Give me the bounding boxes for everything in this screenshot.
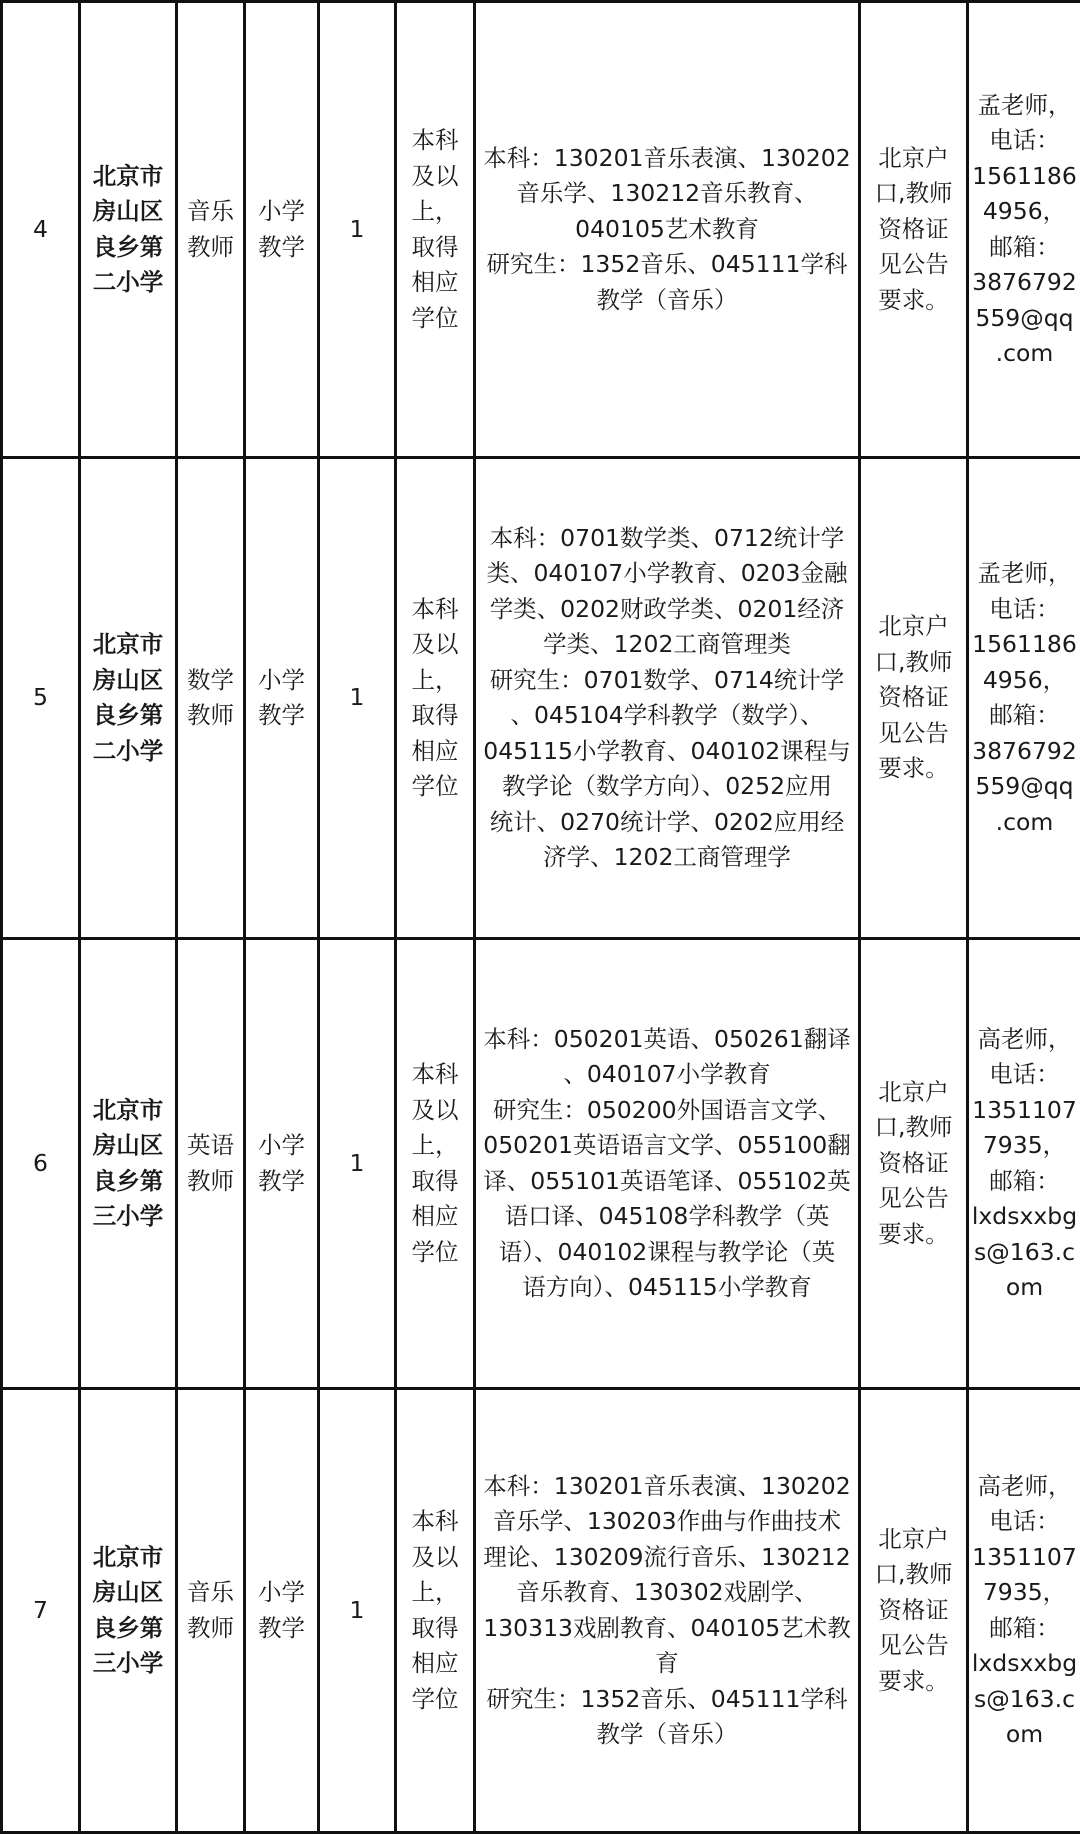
- row-number: 6: [2, 939, 80, 1389]
- position-name: 数学 教师: [177, 458, 245, 939]
- position-name: 英语 教师: [177, 939, 245, 1389]
- position-name: 音乐 教师: [177, 2, 245, 458]
- contact-info: 高老师， 电话： 1351107 7935， 邮箱： lxdsxxbg s@163.c om: [968, 939, 1080, 1389]
- position-category: 小学 教学: [245, 1389, 319, 1833]
- position-category: 小学 教学: [245, 2, 319, 458]
- major-requirement: 本科：130201音乐表演、130202 音乐学、130203作曲与作曲技术 理论、130209流行音乐、130212 音乐教育、130302戏剧学、 130313戏剧教育、040105艺术教 育 研究生：1352音乐、045111学科 教学（音乐）: [475, 1389, 860, 1833]
- school-name: 北京市 房山区 良乡第 三小学: [80, 939, 177, 1389]
- hiring-count: 1: [319, 939, 396, 1389]
- school-name: 北京市 房山区 良乡第 二小学: [80, 2, 177, 458]
- table-row: [2, 2, 1080, 458]
- major-requirement: 本科：130201音乐表演、130202 音乐学、130212音乐教育、 040105艺术教育 研究生：1352音乐、045111学科 教学（音乐）: [475, 2, 860, 458]
- contact-info: 孟老师， 电话： 1561186 4956， 邮箱： 3876792 559@qq .com: [968, 458, 1080, 939]
- row-number: 5: [2, 458, 80, 939]
- other-requirement: 北京户 口,教师 资格证 见公告 要求。: [860, 939, 968, 1389]
- position-category: 小学 教学: [245, 458, 319, 939]
- other-requirement: 北京户 口,教师 资格证 见公告 要求。: [860, 458, 968, 939]
- table-row: [2, 1389, 1080, 1833]
- hiring-count: 1: [319, 2, 396, 458]
- contact-info: 高老师， 电话： 1351107 7935， 邮箱： lxdsxxbg s@163.c om: [968, 1389, 1080, 1833]
- major-requirement: 本科：0701数学类、0712统计学 类、040107小学教育、0203金融 学类、0202财政学类、0201经济 学类、1202工商管理类 研究生：0701数学、0714统计学 、045104学科教学（数学）、 045115小学教育、040102课程与 教学论（数学方向）、0252应用 统计、0270统计学、0202应用经 济学、1202工商管理学: [475, 458, 860, 939]
- position-category: 小学 教学: [245, 939, 319, 1389]
- contact-info: 孟老师， 电话： 1561186 4956， 邮箱： 3876792 559@qq .com: [968, 2, 1080, 458]
- hiring-count: 1: [319, 1389, 396, 1833]
- major-requirement: 本科：050201英语、050261翻译 、040107小学教育 研究生：050200外国语言文学、 050201英语语言文学、055100翻 译、055101英语笔译、055102英 语口译、045108学科教学（英 语）、040102课程与教学论（英 语方向）、045115小学教育: [475, 939, 860, 1389]
- hiring-count: 1: [319, 458, 396, 939]
- row-number: 4: [2, 2, 80, 458]
- school-name: 北京市 房山区 良乡第 二小学: [80, 458, 177, 939]
- education-requirement: 本科 及以 上， 取得 相应 学位: [396, 458, 475, 939]
- table-row: [2, 458, 1080, 939]
- position-name: 音乐 教师: [177, 1389, 245, 1833]
- row-number: 7: [2, 1389, 80, 1833]
- education-requirement: 本科 及以 上， 取得 相应 学位: [396, 2, 475, 458]
- other-requirement: 北京户 口,教师 资格证 见公告 要求。: [860, 1389, 968, 1833]
- education-requirement: 本科 及以 上， 取得 相应 学位: [396, 1389, 475, 1833]
- other-requirement: 北京户 口,教师 资格证 见公告 要求。: [860, 2, 968, 458]
- table-row: [2, 939, 1080, 1389]
- school-name: 北京市 房山区 良乡第 三小学: [80, 1389, 177, 1833]
- education-requirement: 本科 及以 上， 取得 相应 学位: [396, 939, 475, 1389]
